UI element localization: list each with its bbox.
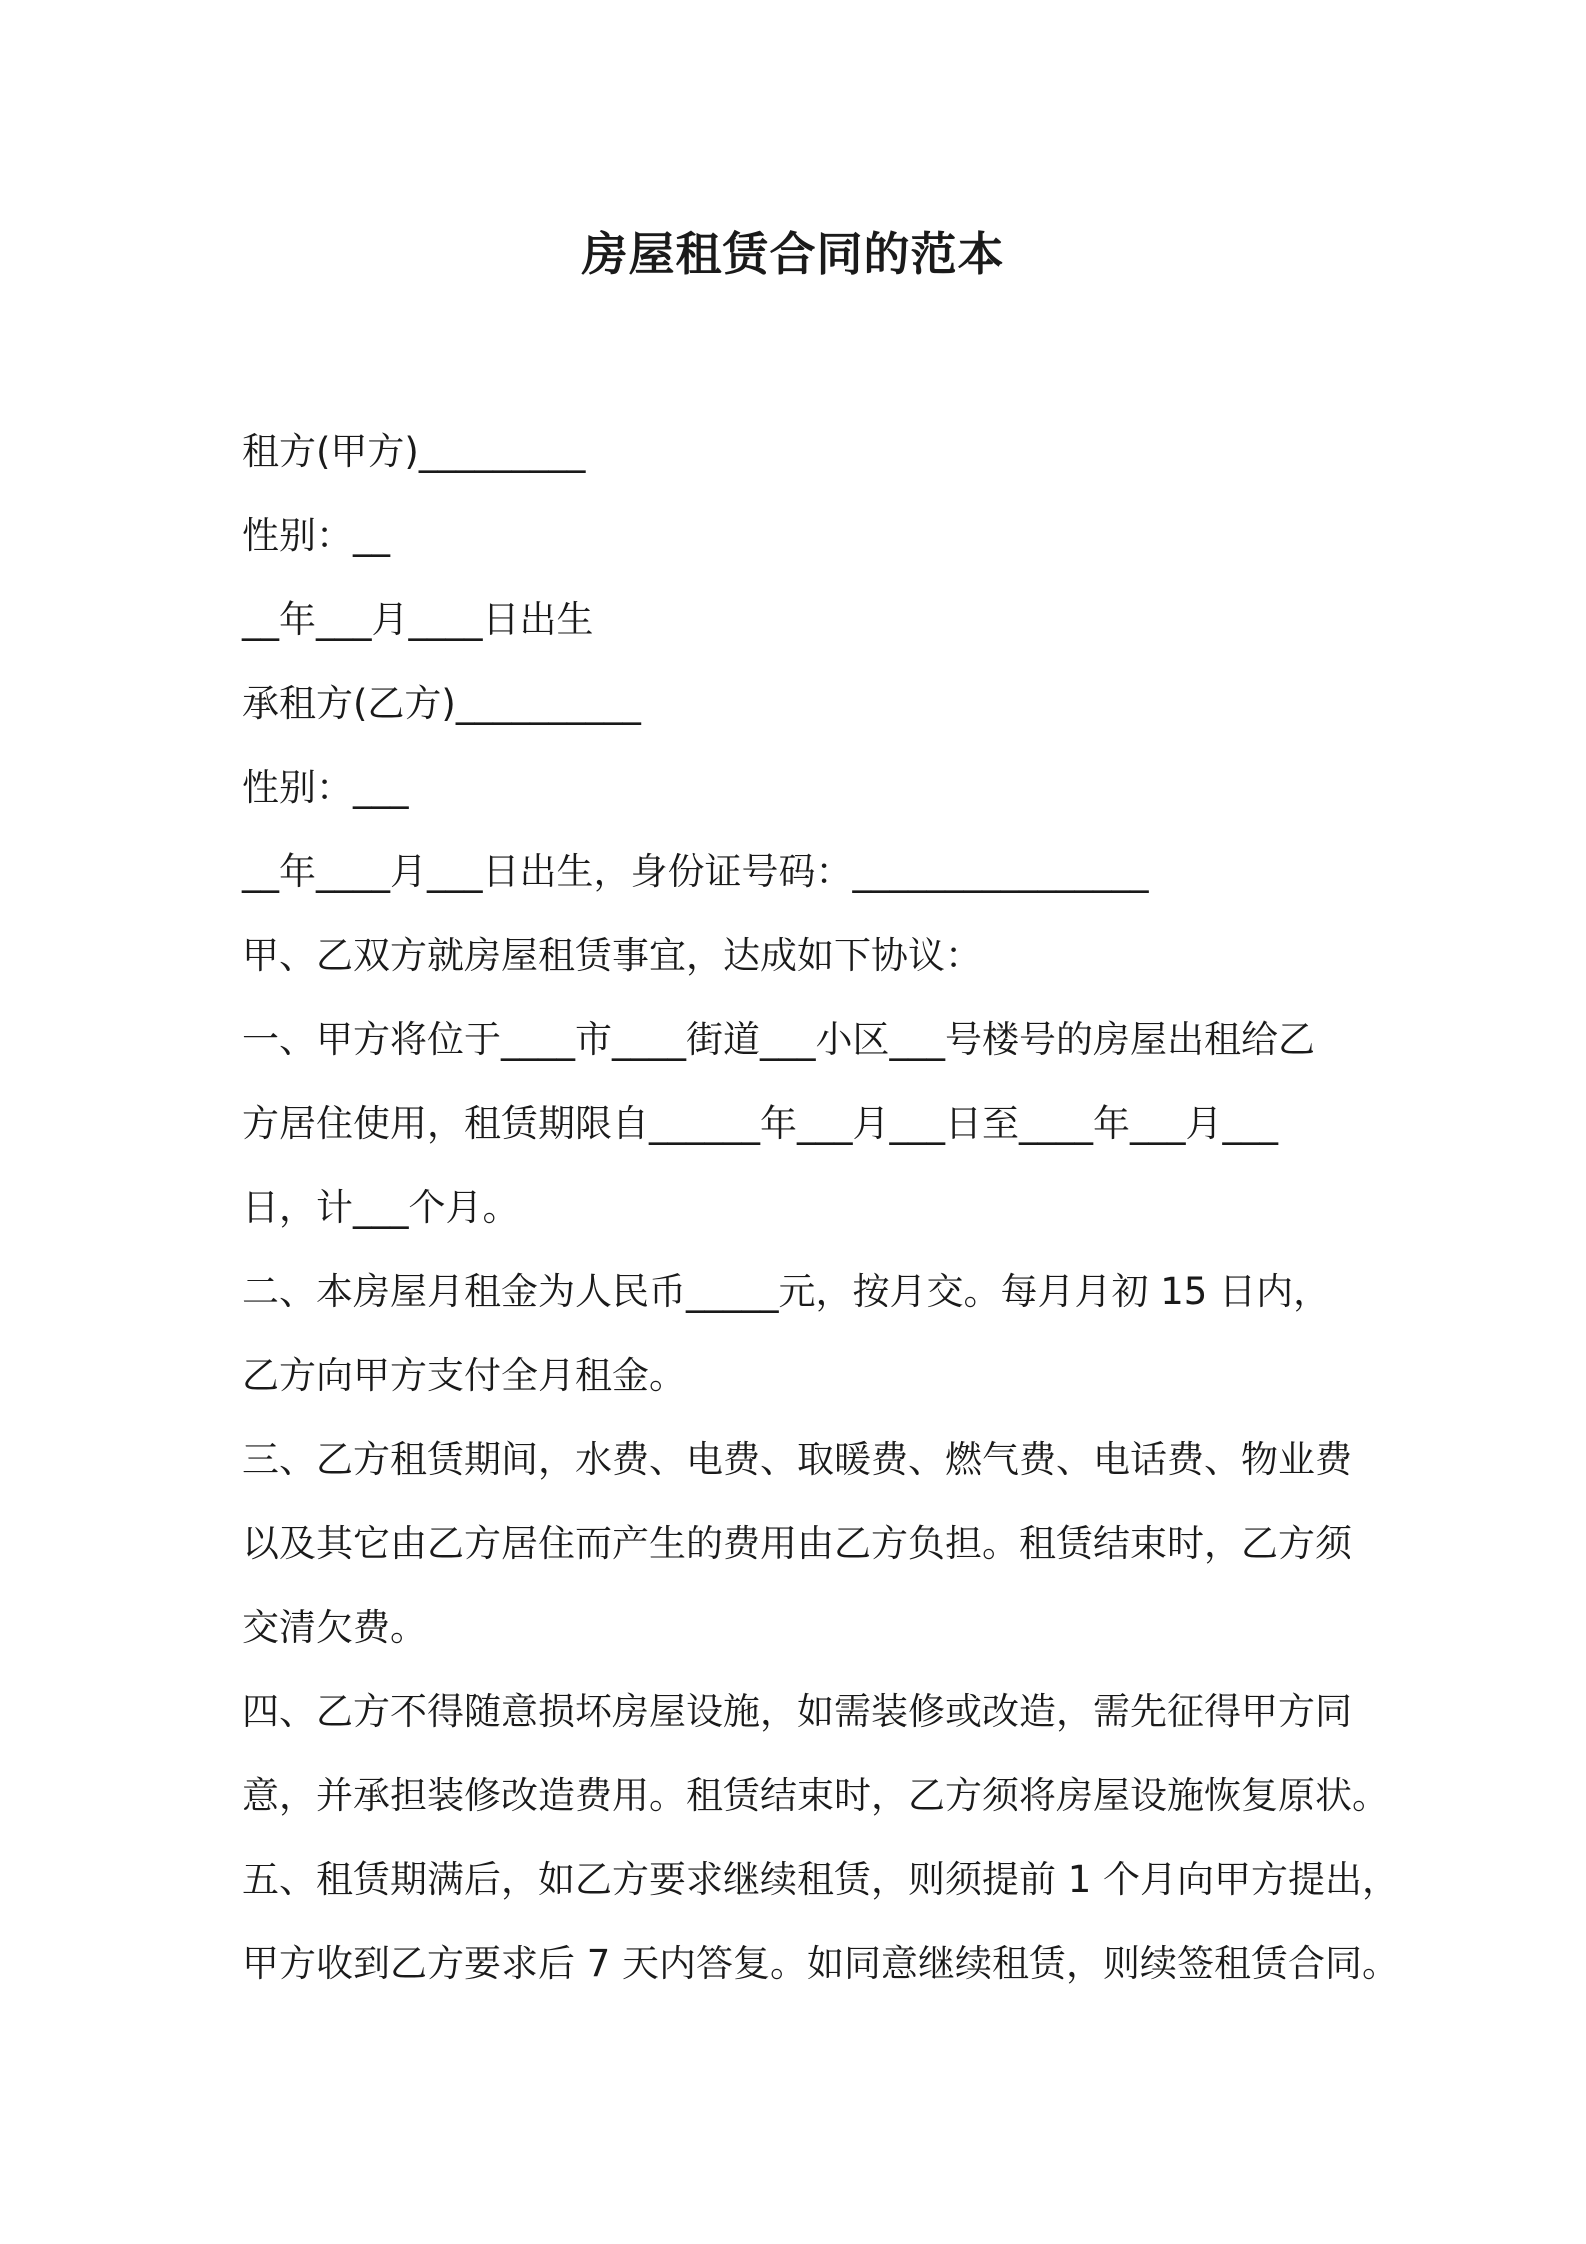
body-line-agreement-intro: 甲、乙双方就房屋租赁事宜，达成如下协议： — [242, 934, 982, 977]
clause-3-line-1: 三、乙方租赁期间，水费、电费、取暖费、燃气费、电话费、物业费 — [242, 1438, 1352, 1481]
body-line-lessee-gender: 性别：___ — [242, 766, 409, 809]
clause-2-line-1: 二、本房屋月租金为人民币_____元，按月交。每月月初 15 日内， — [242, 1270, 1331, 1313]
body-line-lessor: 租方(甲方)_________ — [242, 430, 586, 473]
clause-4-line-1: 四、乙方不得随意损坏房屋设施，如需装修或改造，需先征得甲方同 — [242, 1690, 1352, 1733]
document-body — [242, 410, 1400, 2006]
clause-1-line-2: 方居住使用，租赁期限自______年___月___日至____年___月___ — [242, 1102, 1278, 1145]
body-line-lessor-birth: __年___月____日出生 — [242, 598, 594, 641]
body-line-lessee: 承租方(乙方)__________ — [242, 682, 641, 725]
body-line-lessee-birth-id: __年____月___日出生，身份证号码：________________ — [242, 850, 1149, 893]
clause-3-line-2: 以及其它由乙方居住而产生的费用由乙方负担。租赁结束时，乙方须 — [242, 1522, 1352, 1565]
document-title: 房屋租赁合同的范本 — [581, 227, 1005, 281]
clause-1-line-1: 一、甲方将位于____市____街道___小区___号楼号的房屋出租给乙 — [242, 1018, 1315, 1061]
clause-2-line-2: 乙方向甲方支付全月租金。 — [242, 1354, 686, 1397]
clause-5-line-2: 甲方收到乙方要求后 7 天内答复。如同意继续租赁，则续签租赁合同。 — [242, 1942, 1400, 1985]
body-line-lessor-gender: 性别：__ — [242, 514, 390, 557]
clause-1-line-3: 日，计___个月。 — [242, 1186, 520, 1229]
clause-5-line-1: 五、租赁期满后，如乙方要求继续租赁，则须提前 1 个月向甲方提出， — [242, 1858, 1400, 1901]
clause-4-line-2: 意，并承担装修改造费用。租赁结束时，乙方须将房屋设施恢复原状。 — [242, 1774, 1389, 1817]
clause-3-line-3: 交清欠费。 — [242, 1606, 427, 1649]
